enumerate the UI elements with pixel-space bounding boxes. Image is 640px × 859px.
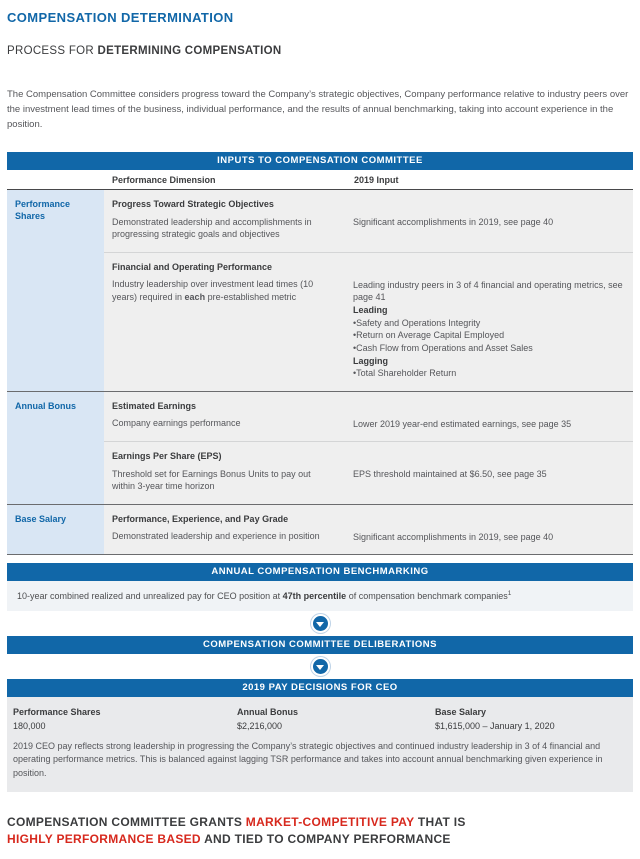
intro-paragraph: The Compensation Committee considers progress toward the Company’s strategic objectives, Company performance relative to industry peers over the investment lead times of the business, individual performance, and the results of annual benchmarking, taking into account experience in the position.	[7, 89, 629, 130]
dimension-description: Demonstrated leadership and accomplishments in progressing strategic goals and objectives	[112, 216, 312, 240]
table-row	[104, 505, 633, 554]
dimension-description: Company earnings performance	[112, 418, 241, 429]
inputs-table-header-bar: INPUTS TO COMPENSATION COMMITTEE	[7, 152, 633, 170]
group-base-salary	[7, 504, 633, 554]
desc-text: Industry leadership over investment lead times (10 years) required in	[112, 279, 314, 302]
dimension-title: Earnings Per Share (EPS)	[112, 451, 222, 462]
group-label-base-salary: Base Salary	[7, 505, 104, 554]
input-cell: EPS threshold maintained at $6.50, see page 35	[353, 469, 547, 480]
deliberations-header-bar: COMPENSATION COMMITTEE DELIBERATIONS	[7, 636, 633, 654]
statement-highlight: HIGHLY PERFORMANCE BASED	[7, 832, 201, 847]
dimension-title: Performance, Experience, and Pay Grade	[112, 513, 289, 524]
page-title: COMPENSATION DETERMINATION	[7, 10, 234, 25]
pay-decision-value: 180,000	[13, 721, 46, 732]
table-row	[104, 190, 633, 252]
desc-emphasis: each	[184, 291, 206, 302]
down-arrow-icon	[313, 659, 328, 674]
dimension-cell	[104, 392, 346, 441]
table-row	[104, 441, 633, 504]
closing-statement	[7, 814, 633, 849]
input-cell: Significant accomplishments in 2019, see page 40	[353, 217, 554, 227]
group-label-performance-shares: Performance Shares	[7, 190, 104, 391]
dimension-title: Progress Toward Strategic Objectives	[112, 199, 274, 209]
pay-decision-label: Annual Bonus	[237, 707, 298, 718]
dimension-cell	[104, 190, 346, 252]
pay-decision-value: $1,615,000 – January 1, 2020	[435, 721, 555, 732]
column-header-row	[7, 170, 633, 190]
dimension-title: Estimated Earnings	[112, 400, 197, 411]
benchmarking-header-bar: ANNUAL COMPENSATION BENCHMARKING	[7, 563, 633, 581]
pay-decisions-header-bar: 2019 PAY DECISIONS FOR CEO	[7, 679, 633, 697]
input-summary: Leading industry peers in 3 of 4 financial and operating metrics, see page 41	[353, 279, 623, 302]
input-cell	[346, 253, 633, 391]
pay-decisions-columns	[13, 707, 623, 731]
dimension-cell	[104, 505, 346, 554]
benchmarking-percentile: 47th percentile	[282, 591, 347, 602]
input-cell: Lower 2019 year-end estimated earnings, see page 35	[353, 418, 572, 429]
dimension-description	[112, 278, 332, 303]
statement-text: COMPENSATION COMMITTEE GRANTS	[7, 815, 246, 829]
pay-decisions-note: 2019 CEO pay reflects strong leadership in progressing the Company’s strategic objectives and continued industry leadership in 3 of 4 financial and operating performance metrics. This is balanced against lagging TSR performance and takes into account annual benchmarking given experience in position.	[13, 741, 603, 778]
dimension-description: Demonstrated leadership and experience in position	[112, 531, 320, 542]
column-header-2019-input: 2019 Input	[354, 174, 399, 185]
lagging-label: Lagging	[353, 355, 388, 366]
benchmarking-section	[7, 563, 633, 611]
pay-decision-item	[435, 707, 623, 731]
flow-connector	[7, 616, 633, 631]
group-label-annual-bonus: Annual Bonus	[7, 392, 104, 504]
group-performance-shares	[7, 190, 633, 391]
group-rows	[104, 190, 633, 391]
input-cell: Significant accomplishments in 2019, see page 40	[353, 531, 554, 542]
pay-decisions-section	[7, 679, 633, 792]
statement-text: THAT IS	[414, 815, 466, 829]
statement-highlight: MARKET-COMPETITIVE PAY	[245, 815, 415, 829]
dimension-description: Threshold set for Earnings Bonus Units to pay out within 3-year time horizon	[112, 468, 311, 492]
pay-decision-item	[237, 707, 435, 731]
subtitle-prefix: PROCESS FOR	[7, 45, 98, 57]
list-item: • Safety and Operations Integrity	[353, 317, 623, 329]
list-item: • Cash Flow from Operations and Asset Sales	[353, 342, 623, 354]
table-row	[104, 392, 633, 441]
group-rows	[104, 392, 633, 504]
dimension-cell	[104, 253, 346, 391]
column-header-performance-dimension: Performance Dimension	[112, 174, 216, 185]
list-item: • Return on Average Capital Employed	[353, 329, 623, 341]
benchmarking-text	[7, 581, 633, 611]
list-item: • Total Shareholder Return	[353, 367, 623, 379]
pay-decision-label: Base Salary	[435, 707, 487, 718]
pay-decisions-body	[7, 697, 633, 792]
subtitle-bold: DETERMINING COMPENSATION	[97, 45, 282, 57]
statement-text: AND TIED TO COMPANY PERFORMANCE	[200, 832, 451, 847]
inputs-table	[7, 152, 633, 555]
section-heading	[7, 45, 633, 57]
pay-decision-label: Performance Shares	[13, 707, 101, 718]
table-row	[104, 252, 633, 391]
benchmarking-text-post: of compensation benchmark companies	[346, 591, 508, 602]
footnote-marker: 1	[507, 590, 512, 598]
flow-connector	[7, 659, 633, 674]
dimension-title: Financial and Operating Performance	[112, 261, 273, 272]
pay-decision-value: $2,216,000	[237, 721, 283, 732]
desc-text: pre-established metric	[205, 291, 297, 302]
group-annual-bonus	[7, 391, 633, 504]
benchmarking-text-pre: 10-year combined realized and unrealized pay for CEO position at	[17, 591, 283, 602]
dimension-cell	[104, 442, 346, 504]
group-rows	[104, 505, 633, 554]
down-arrow-icon	[313, 616, 328, 631]
leading-label: Leading	[353, 305, 388, 316]
pay-decision-item	[13, 707, 237, 731]
